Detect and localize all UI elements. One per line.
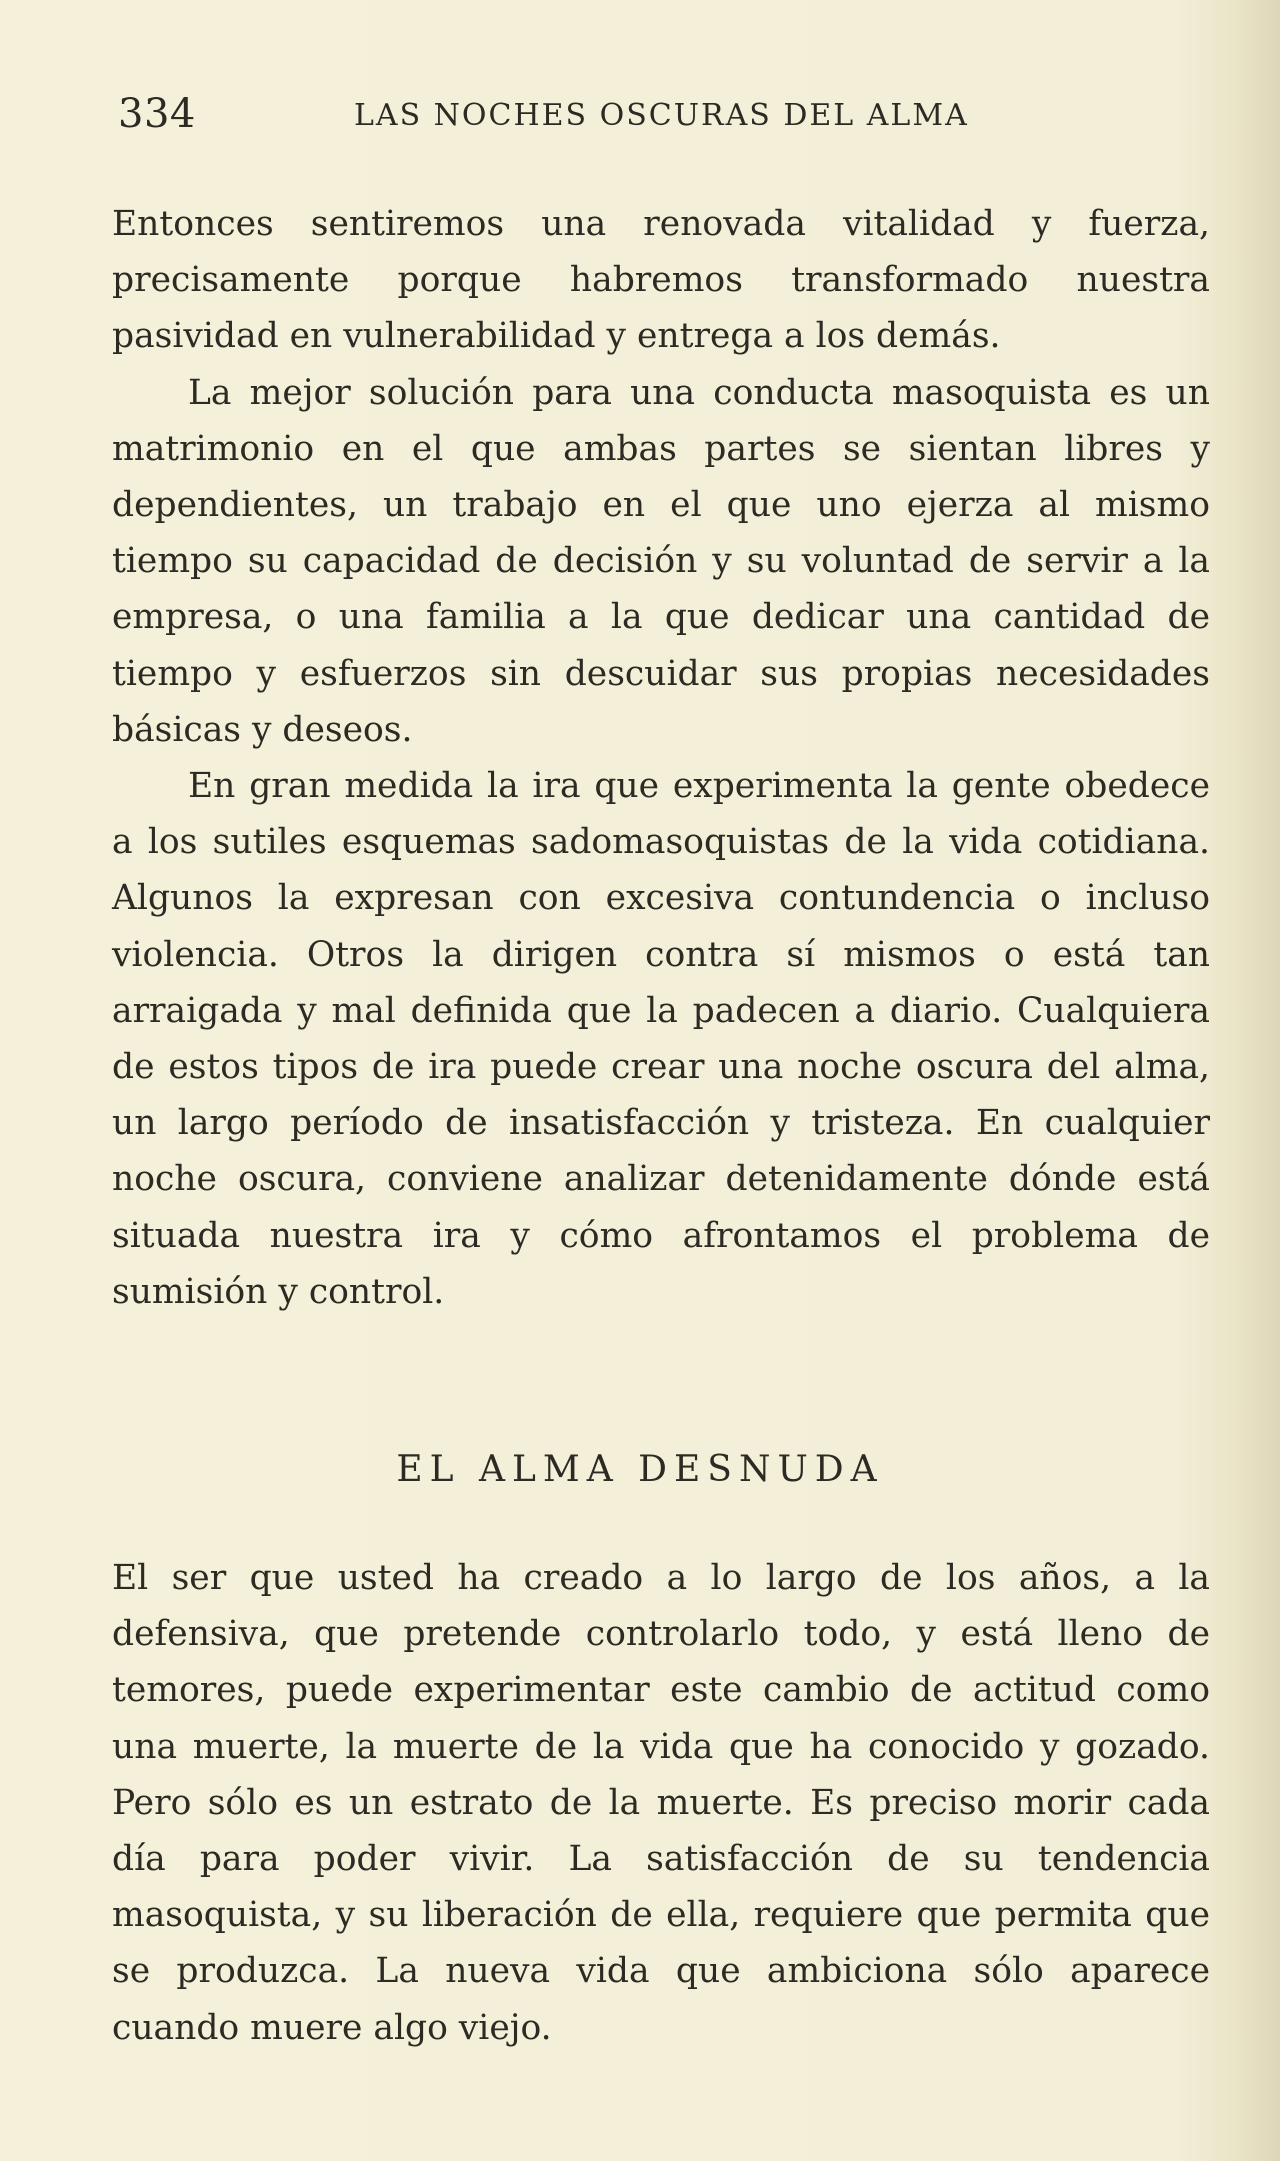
main-text-block bbox=[112, 196, 1210, 1320]
page-number: 334 bbox=[118, 91, 196, 137]
section-text-block bbox=[112, 1550, 1210, 2056]
running-head bbox=[118, 88, 1198, 140]
section-paragraph: El ser que usted ha creado a lo largo de los años, a la defensiva, que pretende controlarlo todo, y está lleno de temores, puede experimentar este cambio de actitud como una muerte, la muerte de la vida que ha conocido y gozado. Pero sólo es un estrato de la muerte. Es preciso morir cada día para poder vivir. La satisfacción de su tendencia masoquista, y su liberación de ella, requiere que permita que se produzca. La nueva vida que ambiciona sólo aparece cuando muere algo viejo. bbox=[112, 1558, 1210, 2048]
paragraph-anger: En gran medida la ira que experimenta la gente obedece a los sutiles esquemas sadomasoquistas de la vida cotidiana. Algunos la expresan con excesiva contundencia o incluso violencia. Otros la dirigen contra sí mismos o está tan arraigada y mal definida que la padecen a diario. Cualquiera de estos tipos de ira puede crear una noche oscura del alma, un largo período de insatisfacción y tristeza. En cualquier noche oscura, conviene analizar detenidamente dónde está situada nuestra ira y cómo afrontamos el problema de sumisión y control. bbox=[112, 766, 1210, 1312]
running-title: LAS NOCHES OSCURAS DEL ALMA bbox=[354, 98, 969, 133]
section-heading: EL ALMA DESNUDA bbox=[396, 1449, 884, 1490]
paragraph-continuation: Entonces sentiremos una renovada vitalidad y fuerza, precisamente porque habremos transformado nuestra pasividad en vulnerabilidad y entrega a los demás. bbox=[112, 204, 1210, 357]
paragraph-masochism-solution: La mejor solución para una conducta masoquista es un matrimonio en el que ambas partes se sientan libres y dependientes, un trabajo en el que uno ejerza al mismo tiempo su capacidad de decisión y su voluntad de servir a la empresa, o una familia a la que dedicar una cantidad de tiempo y esfuerzos sin descuidar sus propias necesidades básicas y deseos. bbox=[112, 372, 1210, 750]
